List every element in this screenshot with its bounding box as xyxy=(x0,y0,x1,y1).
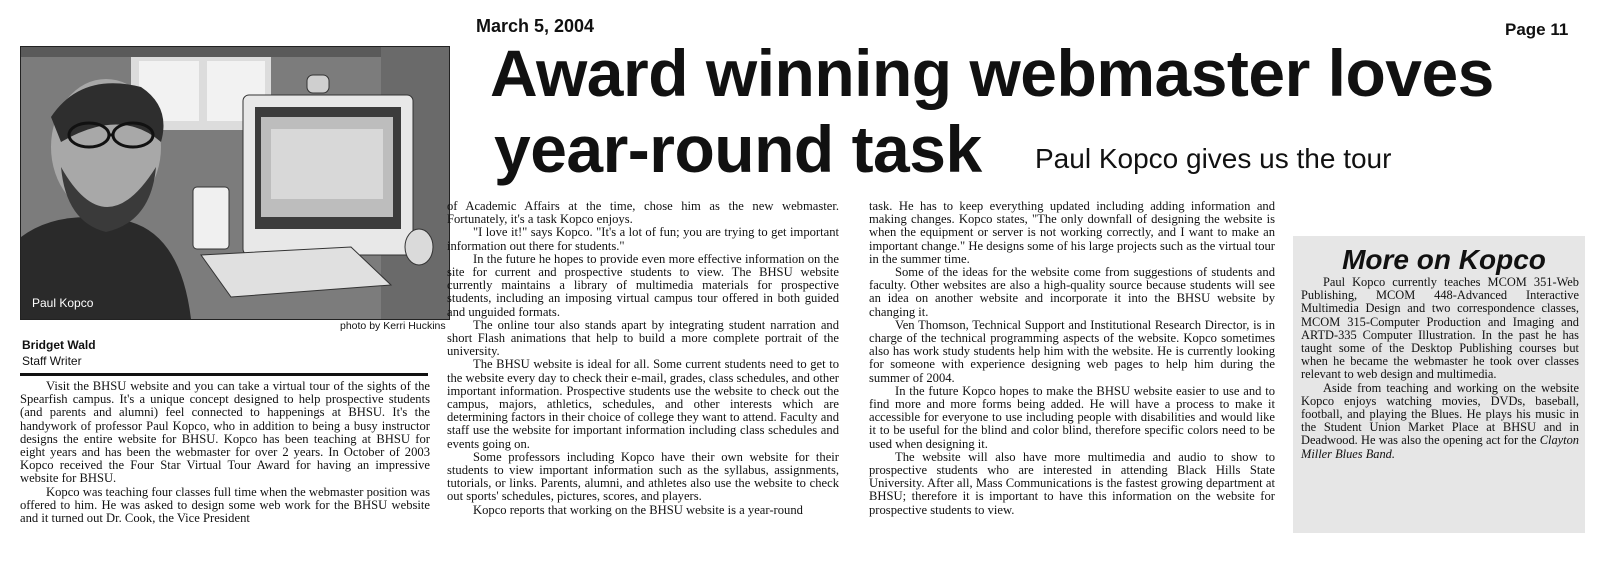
sidebar-title: More on Kopco xyxy=(1342,244,1546,275)
paragraph: The website will also have more multimedia and audio to show to prospective students who are interested in attending Black Hills State University. After all, Mass Communications is the fastest growing department at BHSU; therefore it is important to have this information on the website for prospective students to view. xyxy=(869,449,1275,517)
photo-illustration xyxy=(21,47,449,319)
paragraph: Some of the ideas for the website come from suggestions of students and faculty. Other websites are also a high-quality source because students will see an idea on another website and incorporate it into the BHSU website by changing it. xyxy=(869,265,1275,319)
byline-name: Bridget Wald xyxy=(22,338,96,352)
paragraph: Kopco was teaching four classes full time when the webmaster position was offered to him. He was asked to design some web work for the BHSU website and it turned out Dr. Cook, the Vice President xyxy=(20,484,430,526)
headline-line-1: Award winning webmaster loves xyxy=(490,36,1494,110)
article-column-3 xyxy=(869,200,1275,517)
article-column-2 xyxy=(447,200,839,517)
issue-date: March 5, 2004 xyxy=(476,16,595,36)
article-column-1 xyxy=(20,380,430,525)
paragraph: The online tour also stands apart by integrating student narration and short Flash animations that help to build a more complete portrait of the university. xyxy=(447,317,839,359)
band-name: Clayton Miller Blues Band. xyxy=(1301,433,1579,461)
sidebar-text: Aside from teaching and working on the website Kopco enjoys watching movies, DVDs, baseball, football, and playing the Blues. He plays his music in the Student Union Market Place at BHSU and in Deadwood. He was also the opening act for the xyxy=(1301,380,1579,448)
photo-caption: Paul Kopco xyxy=(32,296,94,310)
paragraph: Ven Thomson, Technical Support and Institutional Research Director, is in charge of the technical programming aspects of the website. Kopco sometimes also has work study students help him with the website. He is currently looking for someone with experience designing web pages to help him during the summer of 2004. xyxy=(869,317,1275,385)
paragraph: The BHSU website is ideal for all. Some current students need to get to the website every day to check their e-mail, grades, class schedules, and other important information. Prospective students use the website to check out the campus, majors, athletics, schedules, and other interests which are determining factors in their choice of college they want to attend. Faculty and staff use the website for important information including class schedules and events going on. xyxy=(447,357,840,451)
paragraph: Visit the BHSU website and you can take a virtual tour of the sights of the Spearfish campus. It's a unique concept designed to help prospective students (and parents and alumni) feel connected to happenings at BHSU. It's the handywork of professor Paul Kopco, who in addition to being a busy instructor designs the entire website for BHSU. Kopco has been teaching at BHSU for eight years and has been the webmaster for over 2 years. In October of 2003 Kopco received the Four Star Virtual Tour Award for having an impressive website for BHSU. xyxy=(20,379,430,486)
paragraph: In the future Kopco hopes to make the BHSU website easier to use and to find more and more forms being added. He will have a process to make it accessible for everyone to use including people with disabilities and would like it to be useful for the blind and color blind, therefore specific colors need to be used when designing it. xyxy=(869,383,1275,451)
sidebar-body xyxy=(1301,276,1579,461)
paragraph: "I love it!" says Kopco. "It's a lot of fun; you are trying to get important information out there for students." xyxy=(447,225,839,253)
paragraph: task. He has to keep everything updated including adding information and making changes. Kopco states, "The only downfall of designing the website is when the equipment or server is not working correctly, and I want to make an important change." He designs some of his large projects such as the virtual tour in the summer time. xyxy=(869,199,1275,266)
paragraph: Paul Kopco currently teaches MCOM 351-Web Publishing, MCOM 448-Advanced Interactive Multimedia Design and two correspondence classes, MCOM 315-Computer Production and Imaging and ARTD-335 Computer Illustration. In the past he has taught some of the Desktop Publishing courses but when he became the webmaster he took over classes relevant to web design and multimedia. xyxy=(1301,275,1579,382)
headline-line-2: year-round task xyxy=(494,112,982,186)
paragraph: In the future he hopes to provide even more effective information on the site for current and prospective students to view. The BHSU website currently maintains a library of multimedia materials for prospective students, including an imposing virtual campus tour offered in both guided and unguided formats. xyxy=(447,251,839,319)
paragraph: of Academic Affairs at the time, chose him as the new webmaster. Fortunately, it's a task Kopco enjoys. xyxy=(447,199,839,227)
sidebar-box xyxy=(1293,236,1585,533)
subheadline: Paul Kopco gives us the tour xyxy=(1035,143,1392,174)
paragraph: Some professors including Kopco have their own website for their students to view important information such as the syllabus, assignments, tutorials, or links. Parents, alumni, and athletes also use the website to check out sports' schedules, pictures, scores, and players. xyxy=(447,449,839,504)
paragraph xyxy=(1301,382,1579,461)
article-photo xyxy=(20,46,450,320)
photo-credit: photo by Kerri Huckins xyxy=(340,320,446,332)
page-number: Page 11 xyxy=(1505,20,1569,39)
paragraph: Kopco reports that working on the BHSU website is a year-round xyxy=(473,502,803,517)
byline-divider xyxy=(20,373,428,376)
byline-role: Staff Writer xyxy=(22,354,82,368)
